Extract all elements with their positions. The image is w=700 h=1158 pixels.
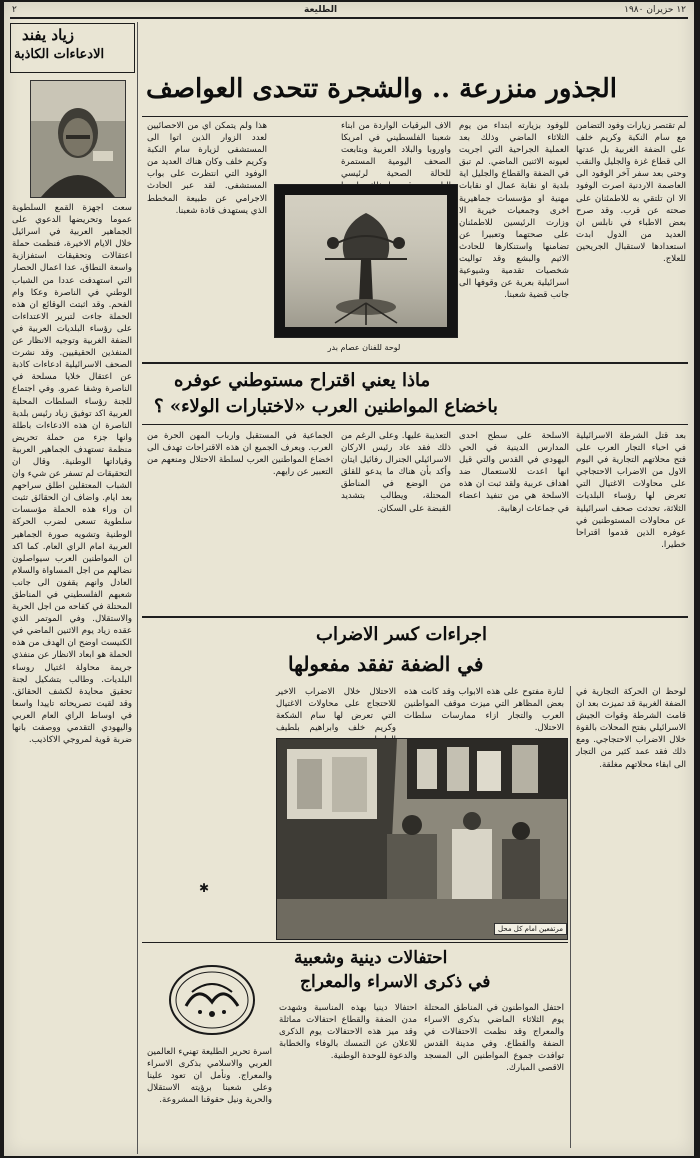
roots-col-1: لم تقتصر زيارات وفود التضامن مع سام النكبة وكريم خلف على الضفة الغربية بل عدتها الى قطاع غزة والجليل والنقب وحتى بعد سفر آخر الوفود الى العاصمة الاردنية اصرت الوفود الا ان تلتقي به للاطمئنان على صحته عن قرب. وقد صرح بعض الاطباء في نابلس ان العديد من الدول ابدت استعدادها لاستقبال الجريحين للعلاج. <box>576 121 686 265</box>
roots-bottom-rule <box>142 362 688 364</box>
celebrations-col-2: احتفالا دينيا بهذه المناسبة وشهدت مدن الضفة والقطاع احتفالات مماثلة وقد ميز هذه الاحتفالات يوم الذكرى للاعلان عن التمسك بالوفاء والخطابة والدعوة للوحدة الوطنية. <box>279 1003 417 1062</box>
calligraphy-emblem <box>164 962 260 1038</box>
strike-col-3: الاحتلال خلال الاضراب الاخير للاحتجاج على محاولات الاغتيال التي تعرض لها سام الشكعة وكريم خلف وابراهيم بلطيف <box>276 687 396 734</box>
strike-divider <box>570 686 571 1148</box>
roots-col-4: هذا ولم يتمكن اي من الاحصائيين لعدد الزوار الذين اتوا الى المستشفى لزيارة سام النكبة وكريم خلف وكان هناك العديد من الوفود التي انتظرت على بواب المستشفى. لقد عبر الحادث الاجرامي عن طبيعة المخطط الذي يستهدف قادة شعبنا. <box>147 121 267 216</box>
strike-col-1: لوحظ ان الحركة التجارية في الضفة الغربية قد تميزت بعد ان قامت الشرطة وقوات الجيش الاسرائيلي بفتح المحلات بالقوة خلال الاضراب الاحتجاجي. ومع ذلك فقد عمد كثير من التجار الى ابقاء محلاتهم مغلقة. <box>576 687 686 770</box>
street-photo-image <box>277 739 567 939</box>
publication-name: الطليعة <box>304 5 338 15</box>
strike-bottom-rule <box>142 942 568 943</box>
celebrations-headline-2: في ذكرى الاسراء والمعراج <box>300 972 491 992</box>
portrait-photo <box>30 80 126 198</box>
strike-headline-1: اجراءات كسر الاضراب <box>316 624 487 645</box>
celebrations-headline-1: احتفالات دينية وشعبية <box>294 948 448 968</box>
tree-painting <box>274 184 458 338</box>
strike-headline-2: في الضفة تفقد مفعولها <box>288 652 484 676</box>
sidebar-headline-2: الادعاءات الكاذبة <box>14 47 105 62</box>
roots-col-2: للوفود بزيارته ابتداء من يوم الثلاثاء الماضي وذلك بعد العملية الجراحية التي اجريت لعيونه الاثنين الماضي. لم تبق في الضفة والقطاع والجليل اية بلدية او نقابة عمال او نقابات مهنية او مؤسسات جماهيرية اخرى وجمعيات خيرية الا وزارت الرئيسين للاطمئنان على صحتهما وتعبيرا عن تضامنها واستنكارها للحادث الاثيم والبشع وقد تواليت شخصيات تقدمية وشيوعية اسرائيلية بعرية عن وقوفها الى جانب قضية شعبنا. <box>459 121 569 301</box>
expectations-headline-2: باخضاع المواطنين العرب «لاختبارات الولاء» ؟ <box>154 396 498 417</box>
sidebar-divider <box>137 22 138 1154</box>
street-photo-caption: مرتفعين امام كل محل <box>494 923 567 935</box>
expectations-col-2: الاسلحة على سطح احدى المدارس الدينية في الحي اليهودي في القدس والتي قيل انها اعدت للاستعمال ضد اهداف عربية ولقد ثبت ان هذه الاسلحة هي من تنفيذ اعضاء في جماعات ارهابية. <box>459 431 569 514</box>
tree-painting-image <box>275 185 457 337</box>
sidebar-body: سعت اجهزة القمع السلطوية عموما وتحريضها الدعوي على الجماهير العربية في اسرائيل خلال الايام الاخيرة، فنظمت حملة اعتقالات وتحقيقات استفزازية واسعة النطاق، عدا اعمال الحصار التي استهدفت عددا من الشباب الوطني في الناصرة وعكا وام الفحم. وقد اثبتت الوقائع ان هذه الحملة جاءت لتبرير الاعتداءات على رؤساء البلديات العربية في الضفة الغربية وتوجيه الانظار عن المنفذين الحقيقيين. وقد نشرت الصحف الاسرائيلية ادعاءات كاذبة عن اعتقال خلايا مسلحة في الناصرة وشفا عمرو. وفي اجتماع للجنة رؤساء السلطات المحلية العربية اكد توفيق زياد رئيس بلدية الناصرة ان هذه الادعاءات باطلة وانها جزء من حملة تحريض منظمة تستهدف الجماهير العربية وقياداتها الوطنية. وقال ان التحقيقات لم تسفر عن شيء وان الشباب المعتقلين اطلق سراحهم بعد ايام. واضاف ان الحقائق تثبت ان وراء هذه الحملة مؤسسات سلطوية تسعى لضرب الحركة الوطنية وتشويه صورة الجماهير العربية امام الراي العام. كما اكد ان المواطنين العرب سيواصلون نضالهم من اجل المساواة والسلام العادل وانهم يقفون الى جانب شعبهم الفلسطيني في المناطق المحتلة في كفاحه من اجل الحرية والاستقلال. وفي الموتمر الذي عقده زياد يوم الاثنين الماضي في الكنيست اوضح ان الهدف من هذه الحملة هو ابعاد الانظار عن منفذي جريمة محاولة اغتيال روساء البلديات. وطالب بتشكيل لجنة تحقيق محايدة لكشف الحقائق. وقد لقيت تصريحاته تاييدا واسعا في اوساط الراي العام العربي واليهودي التقدمي ووصفت بانها ضربة قوية لمروجي الاكاذيب. <box>12 203 132 746</box>
celebrations-col-1: احتفل المواطنون في المناطق المحتلة يوم الثلاثاء الماضي بذكرى الاسراء والمعراج وقد نظمت الاحتفالات في الضفة والقطاع. وفي مدينة القدس توافدت جموع المواطنين الى المسجد الاقصى المبارك. <box>424 1003 564 1074</box>
expectations-headline-1: ماذا يعني اقتراح مستوطني عوفره <box>174 370 431 391</box>
expectations-col-3: التعذيبة عليها. وعلى الرغم من ذلك فقد عاد رئيس الاركان الاسرائيلي الجنرال رفائيل ايتان وأكد بأن هناك ما يدعو للقلق من الوضع في المناطق المحتلة، ويطالب بتشديد القبضة على السكان. <box>341 431 451 514</box>
expectations-rule <box>142 424 688 425</box>
decor-star: ✱ <box>199 881 210 895</box>
street-photo <box>276 738 568 940</box>
calligraphy-emblem-image <box>164 962 260 1038</box>
expectations-col-1: بعد قتل الشرطة الاسرائيلية في احياء التجار العرب على فتح محلاتهم التجارية في اليوم الاول من الاضراب الاحتجاجي على محاولات الاغتيال التي تعرض لها رؤساء البلديات الثلاثة، تحدثت صحف اسرائيلية عن محاولات المستوطنين في عوفره الذين قدموا اقتراحا خطيرا. <box>576 431 686 550</box>
sidebar-headline-1: زياد يفند <box>22 26 75 44</box>
roots-photo-caption: لوحة للفنان عصام بدر <box>327 343 401 352</box>
roots-headline: الجذور منزرعة .. والشجرة تتحدى العواصف <box>146 74 618 104</box>
portrait-image <box>31 81 125 197</box>
page-number: ٢ <box>12 5 17 15</box>
strike-col-2: لتارة مفتوح على هذه الابواب وقد كانت هذه بعض المظاهر التي ميزت موقف المواطنين العرب والتجار ازاء ممارسات سلطات الاحتلال. <box>404 687 564 734</box>
roots-col-3: الاف البرقيات الواردة من ابناء شعبنا الفلسطيني في امريكا واوروبا والبلاد العربية وبتابعت الصحف اليومية المستمرة للحالة الصحية لرئيسي <box>341 121 451 180</box>
expectations-bottom-rule <box>142 616 688 618</box>
celebrations-col-3: اسرة تحرير الطليعة تهنيء العالمين العربي والاسلامي بذكرى الاسراء والمعراج. ونأمل ان تعود علينا وعلى شعبنا برؤيته الاستقلال والحرية ونيل حقوقنا المشروعة. <box>147 1047 272 1106</box>
masthead-rule <box>10 17 688 19</box>
issue-date: ١٢ حزيران ١٩٨٠ <box>624 5 686 15</box>
roots-rule <box>142 116 688 117</box>
newspaper-page <box>4 2 694 1156</box>
expectations-col-4: الجماعية في المستقبل وارباب المهن الحرة من العرب. ويعرف الجميع ان هذه الاقتراحات تهدف الى اخضاع المواطنين العرب لسلطة الاحتلال ومنعهم من التعبير عن رايهم. <box>147 431 333 478</box>
